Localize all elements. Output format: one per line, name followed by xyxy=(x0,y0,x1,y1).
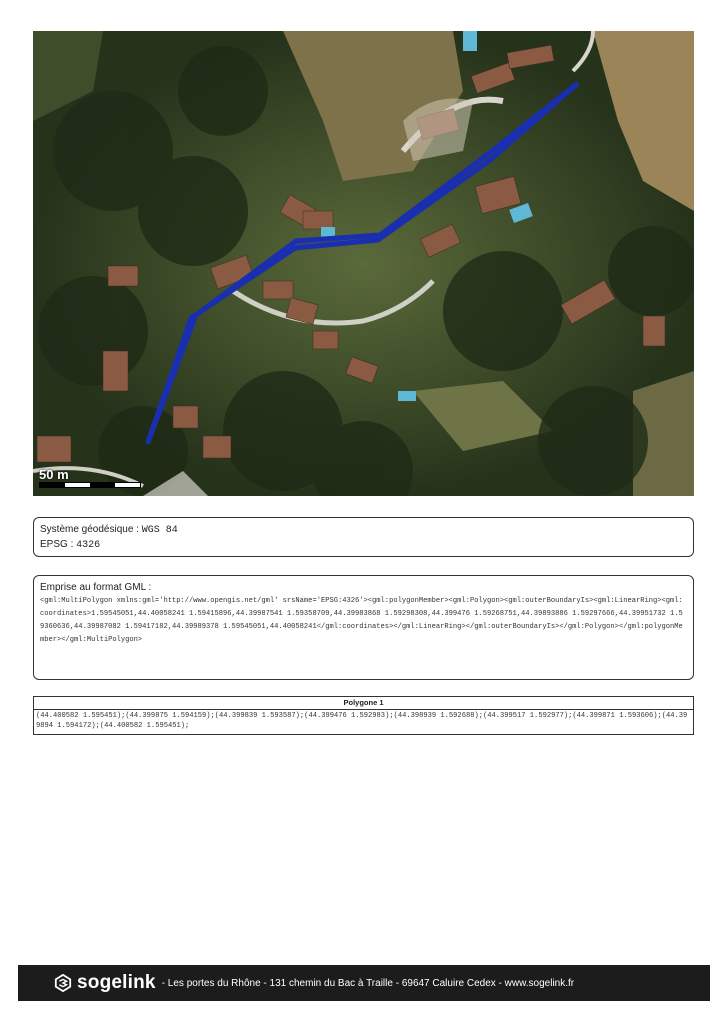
scale-label: 50 m xyxy=(39,467,69,482)
map-imagery xyxy=(33,31,694,496)
polygon-coordinates: (44.400582 1.595451);(44.399875 1.594159);(44.399839 1.593587);(44.399476 1.592983);(44.398939 1.592688);(44.399517 1.592977);(44.399871 1.593606);(44.399894 1.594172);(44.400582 1.595451); xyxy=(36,712,688,730)
epsg-value: 4326 xyxy=(76,540,101,551)
epsg-code xyxy=(34,538,693,553)
brand-name: sogelink xyxy=(77,972,156,993)
polygon-table xyxy=(33,696,694,735)
polygon-title: Polygone 1 xyxy=(34,697,693,710)
geodesic-system xyxy=(34,523,693,538)
epsg-label: EPSG : xyxy=(40,539,74,550)
footer xyxy=(18,965,710,1001)
geodesic-system-label: Système géodésique : xyxy=(40,524,139,535)
gml-code: <gml:MultiPolygon xmlns:gml='http://www.opengis.net/gml' srsName='EPSG:4326'><gml:polygonMember><gml:Polygon><gml:outerBoundaryIs><gml:LinearRing><gml:coordinates>1.59545051,44.40058241 1.59415896,44.39987541 1.59358709,44.39983868 1.59298308,44.399476 1.59268751,44.39893886 1.59297666,44.39951732 1.59360636,44.39987082 1.59417182,44.39989378 1.59545051,44.40058241</gml:coordinates></gml:LinearRing></gml:outerBoundaryIs></gml:Polygon></gml:polygonMember></gml:MultiPolygon> xyxy=(40,597,683,644)
aerial-map xyxy=(33,31,694,496)
gml-title: Emprise au format GML : xyxy=(40,582,152,593)
sogelink-logo-icon xyxy=(54,974,72,992)
geodesy-box xyxy=(33,517,694,557)
scale-bar xyxy=(39,482,141,488)
sogelink-logo xyxy=(54,972,156,994)
footer-address: - Les portes du Rhône - 131 chemin du Bac à Traille - 69647 Caluire Cedex - www.sogelink.fr xyxy=(161,977,575,989)
geodesic-system-value: WGS 84 xyxy=(141,525,178,536)
gml-box xyxy=(33,575,694,680)
